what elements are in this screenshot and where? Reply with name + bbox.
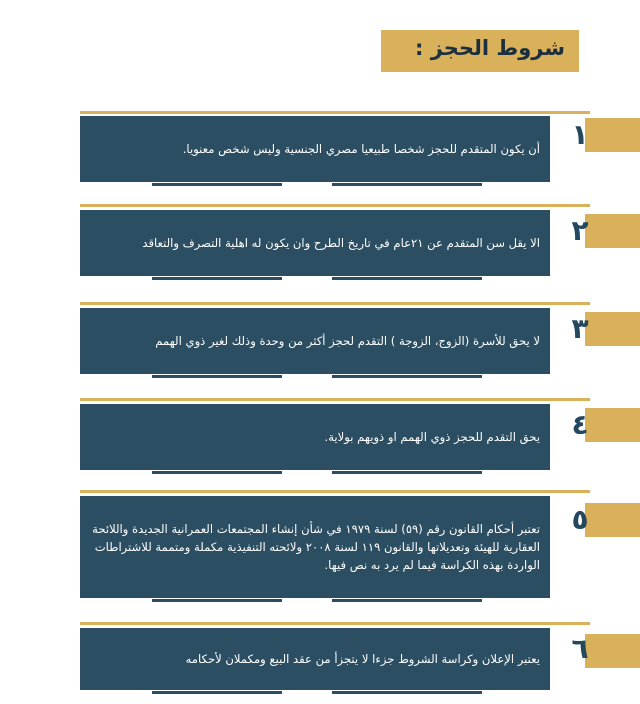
navy-accent-line [152,375,282,378]
navy-accent-line [152,599,282,602]
condition-box [80,210,550,276]
condition-box [80,308,550,374]
condition-number: ٦ [571,632,589,665]
condition-number: ٥ [571,503,589,536]
condition-box [80,628,550,690]
condition-text: تعتبر أحكام القانون رقم (٥٩) لسنة ١٩٧٩ في شأن إنشاء المجتمعات العمرانية الجديدة واللائحة العقارية للهيئة وتعديلاتها والقانون ١١٩ لسنة ٢٠٠٨ ولائحته التنفيذية مكملة ومتممة للاشتراطات الواردة بهذه الكراسة فيما لم يرد به نص فيها. [92,522,540,572]
navy-accent-line [152,277,282,280]
condition-number: ١ [571,118,589,151]
gold-accent-line [80,490,590,493]
condition-number: ٤ [571,408,589,441]
gold-accent-line [80,204,590,207]
condition-text: أن يكون المتقدم للحجز شخصا طبيعيا مصري الجنسية وليس شخص معنويا. [182,142,540,156]
gold-accent-line [80,622,590,625]
navy-accent-line [152,471,282,474]
condition-box [80,404,550,470]
condition-box [80,116,550,182]
navy-accent-line [332,691,482,694]
gold-accent-line [80,111,590,114]
condition-number: ٢ [571,214,589,247]
condition-text: يحق التقدم للحجز ذوي الهمم او ذويهم بولاية. [324,430,540,444]
gold-accent-line [80,398,590,401]
condition-box [80,496,550,598]
navy-accent-line [332,471,482,474]
condition-number: ٣ [571,312,589,345]
page-title: شروط الحجز : [381,30,579,72]
condition-text: الا يقل سن المتقدم عن ٢١عام في تاريخ الطرح وان يكون له اهلية التصرف والتعاقد [142,236,540,250]
condition-text: لا يحق للأسرة (الزوج، الزوجة ) التقدم لحجز أكثر من وحدة وذلك لغير ذوي الهمم [155,334,540,348]
navy-accent-line [332,277,482,280]
gold-accent-line [80,302,590,305]
condition-text: يعتبر الإعلان وكراسة الشروط جزءا لا يتجزأ من عقد البيع ومكملان لأحكامه [185,652,540,666]
navy-accent-line [332,183,482,186]
navy-accent-line [152,691,282,694]
navy-accent-line [332,599,482,602]
navy-accent-line [332,375,482,378]
navy-accent-line [152,183,282,186]
